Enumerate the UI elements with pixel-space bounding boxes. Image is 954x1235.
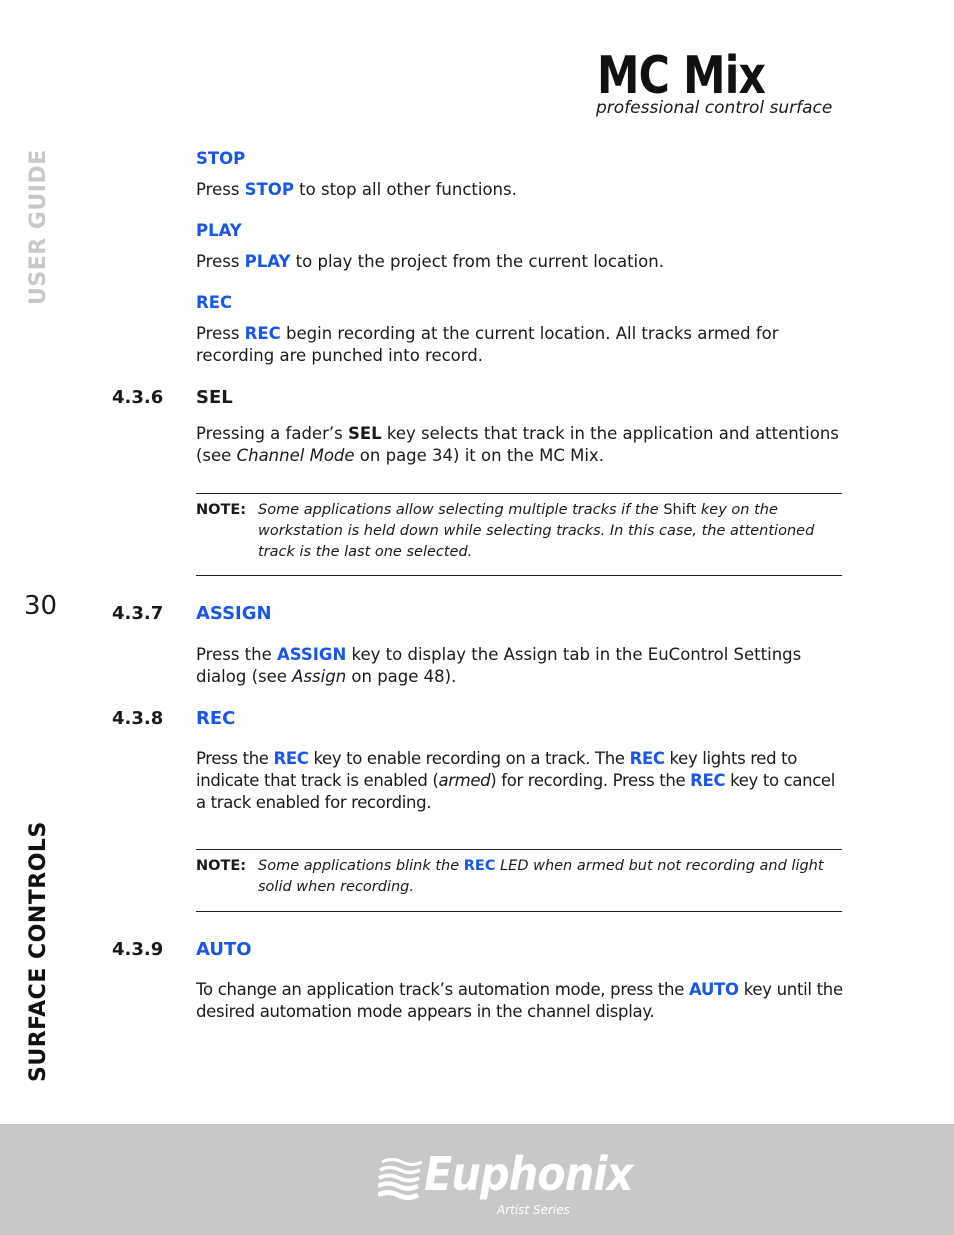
text: on page 34) it on the MC Mix. bbox=[354, 446, 604, 465]
page-number: 30 bbox=[24, 591, 58, 621]
logo-subtitle: professional control surface bbox=[596, 98, 833, 118]
rec-paragraph bbox=[196, 323, 844, 367]
play-paragraph bbox=[196, 251, 844, 273]
text: begin recording at the current location. All tracks armed for recording are punched into record. bbox=[196, 324, 779, 365]
text: key to enable recording on a track. The bbox=[308, 749, 630, 768]
cross-reference: Channel Mode bbox=[236, 446, 355, 465]
text: LED when armed but not recording and light solid when recording. bbox=[258, 858, 824, 895]
section-number: 4.3.8 bbox=[112, 708, 164, 729]
note-divider bbox=[196, 911, 842, 912]
rec-heading: REC bbox=[196, 293, 233, 312]
key-name: ASSIGN bbox=[277, 645, 347, 664]
text: key to display the Assign tab in the EuControl Settings dialog (see bbox=[196, 645, 802, 686]
rec-section-paragraph bbox=[196, 748, 844, 814]
text: key selects that track in the application and attentions (see bbox=[196, 424, 839, 465]
text: key lights red to indicate that track is enabled ( bbox=[196, 749, 797, 790]
assign-paragraph bbox=[196, 644, 844, 688]
auto-paragraph bbox=[196, 979, 844, 1023]
key-name: STOP bbox=[244, 180, 294, 199]
note-label: NOTE: bbox=[196, 502, 247, 518]
inline-italic: armed bbox=[438, 771, 491, 790]
section-title-auto: AUTO bbox=[196, 939, 252, 960]
euphonix-logo: Euphonix bbox=[424, 1147, 633, 1201]
side-label-user-guide: USER GUIDE bbox=[26, 149, 51, 305]
key-name: PLAY bbox=[244, 252, 291, 271]
section-title-rec: REC bbox=[196, 708, 236, 729]
section-title-sel: SEL bbox=[196, 387, 233, 408]
text: Press bbox=[196, 324, 245, 343]
text: key on the workstation is held down while selecting tracks. In this case, the attentioned track is the last one selected. bbox=[258, 502, 815, 560]
key-name: Shift bbox=[663, 502, 697, 518]
note-divider bbox=[196, 575, 842, 576]
euphonix-sub: Artist Series bbox=[497, 1203, 570, 1217]
key-name: REC bbox=[463, 858, 496, 874]
key-name: REC bbox=[273, 749, 309, 768]
key-name: SEL bbox=[347, 424, 382, 443]
play-heading: PLAY bbox=[196, 221, 242, 240]
cross-reference: Assign bbox=[292, 667, 347, 686]
side-label-surface-controls: SURFACE CONTROLS bbox=[26, 821, 51, 1082]
key-name: REC bbox=[690, 771, 726, 790]
text: on page 48). bbox=[346, 667, 457, 686]
text: To change an application track’s automation mode, press the bbox=[196, 980, 689, 999]
stop-heading: STOP bbox=[196, 149, 246, 168]
key-name: REC bbox=[629, 749, 665, 768]
note-text bbox=[258, 500, 842, 563]
text: key to cancel a track enabled for recording. bbox=[196, 771, 835, 812]
text: Press the bbox=[196, 645, 277, 664]
note-text bbox=[258, 856, 842, 898]
text: to stop all other functions. bbox=[293, 180, 517, 199]
key-name: REC bbox=[244, 324, 281, 343]
sel-paragraph bbox=[196, 423, 844, 467]
text: Some applications blink the bbox=[258, 858, 464, 874]
text: Press bbox=[196, 252, 245, 271]
section-number: 4.3.7 bbox=[112, 603, 164, 624]
note-divider bbox=[196, 493, 842, 494]
text: Pressing a fader’s bbox=[196, 424, 348, 443]
mc-mix-logo: MC Mix bbox=[597, 46, 766, 106]
text: Press the bbox=[196, 749, 274, 768]
euphonix-waves-icon bbox=[378, 1156, 422, 1202]
stop-paragraph bbox=[196, 179, 844, 201]
note-divider bbox=[196, 849, 842, 850]
note-label: NOTE: bbox=[196, 858, 247, 874]
section-number: 4.3.9 bbox=[112, 939, 164, 960]
text: key until the desired automation mode appears in the channel display. bbox=[196, 980, 843, 1021]
text: Press bbox=[196, 180, 245, 199]
text: to play the project from the current location. bbox=[290, 252, 664, 271]
text: ) for recording. Press the bbox=[490, 771, 691, 790]
key-name: AUTO bbox=[689, 980, 739, 999]
section-number: 4.3.6 bbox=[112, 387, 164, 408]
text: Some applications allow selecting multiple tracks if the bbox=[258, 502, 664, 518]
section-title-assign: ASSIGN bbox=[196, 603, 272, 624]
